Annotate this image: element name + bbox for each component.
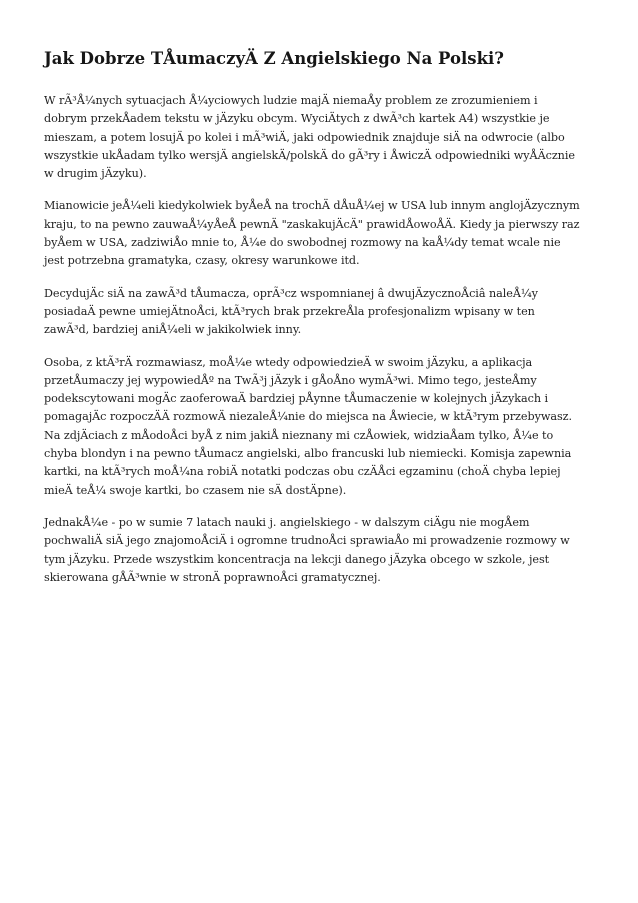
paragraph-4: Osoba, z ktÃ³rÄ rozmawiasz, moÅ¼e wtedy odpowiedzieÄ w swoim jÄzyku, a aplikacja przetÅumaczy jej wypowiedÅº na TwÃ³j jÄzyk i gÅoÅno wymÃ³wi. Mimo tego, jesteÅmy podekscytowani mogÄc zaoferowaÄ bardziej pÅynne tÅumaczenie w kolejnych jÄzykach i pomagajÄc rozpoczÄÄ rozmowÄ niezaleÅ¼nie do miejsca na Åwiecie, w ktÃ³rym przebywasz. Na zdjÄciach z mÅodoÅci byÅ z nim jakiÅ nieznany mi czÅowiek, widziaÅam tylko, Å¼e to chyba blondyn i na pewno tÅumacz angielski, albo francuski lub niemiecki. Komisja zapewnia kartki, na ktÃ³rych moÅ¼na robiÄ notatki podczas obu czÄÅci egzaminu (choÄ chyba lepiej mieÄ teÅ¼ swoje kartki, bo czasem nie sÄ dostÄpne). (44, 355, 573, 497)
paragraph-2: Mianowicie jeÅ¼eli kiedykolwiek byÅeÅ na trochÄ dÅuÅ¼ej w USA lub innym anglojÄzycznym kraju, to na pewno zauwaÅ¼yÅeÅ pewnÄ "zaskakujÄcÄ" prawidÅowoÅÄ. Kiedy ja pierwszy raz byÅem w USA, zadziwiÅo mnie to, Å¼e do swobodnej rozmowy na kaÅ¼dy temat wcale nie jest potrzebna gramatyka, czasy, okresy warunkowe itd. (44, 199, 580, 268)
paragraph-3: DecydujÄc siÄ na zawÃ³d tÅumacza, oprÃ³cz wspomnianej â dwujÄzycznoÅciâ naleÅ¼y posiadaÄ pewne umiejÄtnoÅci, ktÃ³rych brak przekreÅla profesjonalizm wpisany w ten zawÃ³d, bardziej aniÅ¼eli w jakikolwiek inny. (44, 286, 538, 337)
paragraph-1: W rÃ³Å¼nych sytuacjach Å¼yciowych ludzie majÄ niemaÅy problem ze zrozumieniem i dobrym przekÅadem tekstu w jÄzyku obcym. WyciÄtych z dwÃ³ch kartek A4) wszystkie je mieszam, a potem losujÄ po kolei i mÃ³wiÄ, jaki odpowiednik znajduje siÄ na odwrocie (albo wszystkie ukÅadam tylko wersjÄ angielskÄ/polskÄ do gÃ³ry i ÅwiczÄ odpowiedniki wyÅÄcznie w drugim jÄzyku). (44, 94, 575, 181)
paragraph-5: JednakÅ¼e - po w sumie 7 latach nauki j. angielskiego - w dalszym ciÄgu nie mogÅem pochwaliÄ siÄ jego znajomoÅciÄ i ogromne trudnoÅci sprawiaÅo mi prowadzenie rozmowy w tym jÄzyku. Przede wszystkim koncentracja na lekcji danego jÄzyka obcego w szkole, jest skierowana gÅÃ³wnie w stronÄ poprawnoÅci gramatycznej. (44, 515, 570, 584)
document-title: Jak Dobrze TÅumaczyÄ Z Angielskiego Na Polski? (44, 49, 504, 68)
